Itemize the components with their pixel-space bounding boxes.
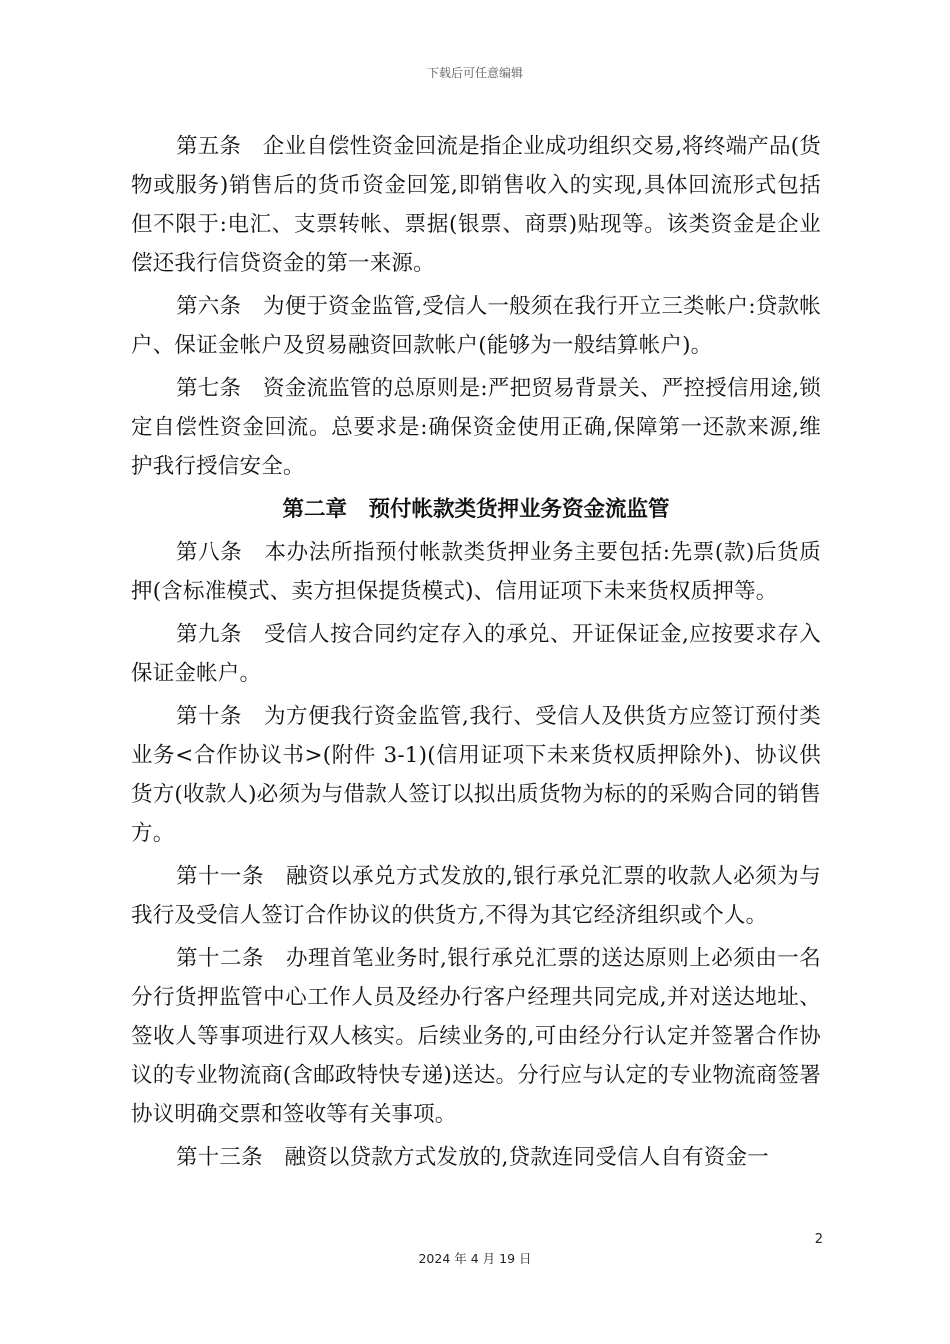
document-body: [131, 127, 821, 1181]
article-12: 第十二条 办理首笔业务时,银行承兑汇票的送达原则上必须由一名分行货押监管中心工作人员及经办行客户经理共同完成,并对送达地址、签收人等事项进行双人核实。后续业务的,可由经分行认定并签署合作协议的专业物流商(含邮政特快专递)送达。分行应与认定的专业物流商签署协议明确交票和签收等有关事项。: [131, 946, 821, 1127]
footer-date: 2024 年 4 月 19 日: [418, 1251, 532, 1266]
article-11: 第十一条 融资以承兑方式发放的,银行承兑汇票的收款人必须为与我行及受信人签订合作协议的供货方,不得为其它经济组织或个人。: [131, 864, 821, 928]
article-9: 第九条 受信人按合同约定存入的承兑、开证保证金,应按要求存入保证金帐户。: [131, 622, 821, 686]
article-6: 第六条 为便于资金监管,受信人一般须在我行开立三类帐户:贷款帐户、保证金帐户及贸易融资回款帐户(能够为一般结算帐户)。: [131, 294, 821, 358]
article-5: 第五条 企业自偿性资金回流是指企业成功组织交易,将终端产品(货物或服务)销售后的货币资金回笼,即销售收入的实现,具体回流形式包括但不限于:电汇、支票转帐、票据(银票、商票)贴现等。该类资金是企业偿还我行信贷资金的第一来源。: [131, 134, 821, 276]
article-8: 第八条 本办法所指预付帐款类货押业务主要包括:先票(款)后货质押(含标准模式、卖方担保提货模式)、信用证项下未来货权质押等。: [131, 540, 821, 604]
article-10: 第十条 为方便我行资金监管,我行、受信人及供货方应签订预付类业务<合作协议书>(附件 3-1)(信用证项下未来货权质押除外)、协议供货方(收款人)必须为与借款人签订以拟出质货物为标的的采购合同的销售方。: [131, 704, 821, 846]
page-number: 2: [814, 1232, 823, 1247]
article-13: 第十三条 融资以贷款方式发放的,贷款连同受信人自有资金一: [176, 1145, 769, 1170]
chapter-heading: 第二章 预付帐款类货押业务资金流监管: [282, 497, 670, 522]
article-7: 第七条 资金流监管的总原则是:严把贸易背景关、严控授信用途,锁定自偿性资金回流。总要求是:确保资金使用正确,保障第一还款来源,维护我行授信安全。: [131, 376, 821, 479]
page-header: 下载后可任意编辑: [426, 66, 523, 80]
